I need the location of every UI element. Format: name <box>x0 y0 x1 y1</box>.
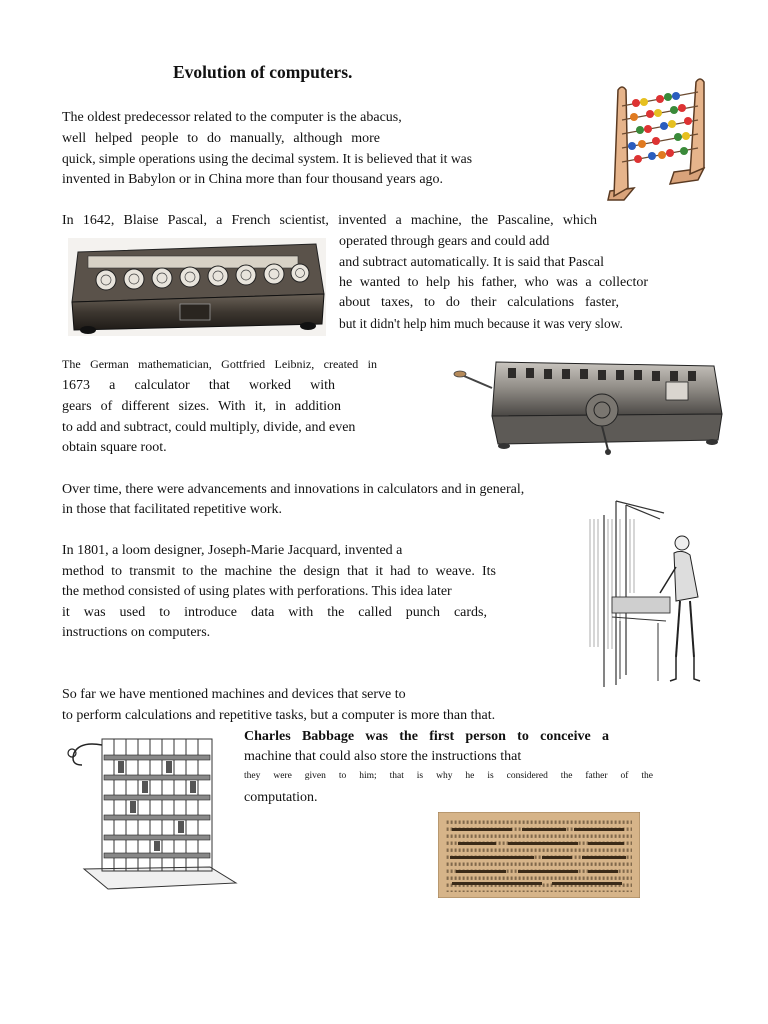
punch-card-photo <box>438 812 640 898</box>
paragraph-line: instructions on computers. <box>62 625 211 640</box>
paragraph-line: it was used to introduce data with the called punch cards, <box>62 605 487 620</box>
paragraph-line: quick, simple operations using the decimal system. It is believed that it was <box>62 151 472 166</box>
paragraph-line: In 1642, Blaise Pascal, a French scientist, invented a machine, the Pascaline, which <box>62 213 597 228</box>
paragraph-line: The oldest predecessor related to the computer is the abacus, <box>62 110 402 125</box>
paragraph-line: he wanted to help his father, who was a collector <box>339 275 648 290</box>
paragraph-line: So far we have mentioned machines and devices that serve to <box>62 687 406 702</box>
paragraph-line: 1673 a calculator that worked with <box>62 378 335 393</box>
paragraph-line: to add and subtract, could multiply, divide, and even <box>62 420 356 435</box>
paragraph-line: gears of different sizes. With it, in addition <box>62 399 341 414</box>
paragraph-line: computation. <box>244 790 318 805</box>
paragraph-line: Charles Babbage was the first person to conceive a <box>244 729 609 744</box>
paragraph-line: Over time, there were advancements and innovations in calculators and in general, <box>62 482 525 497</box>
paragraph-line: well helped people to do manually, although more <box>62 131 380 146</box>
leibniz-calculator-photo <box>452 352 730 456</box>
babbage-engine-engraving <box>60 731 240 899</box>
paragraph-line: machine that could also store the instructions that <box>244 749 522 764</box>
paragraph-line: In 1801, a loom designer, Joseph-Marie Jacquard, invented a <box>62 543 403 558</box>
pascaline-photo <box>68 234 326 336</box>
paragraph-line: operated through gears and could add <box>339 234 550 249</box>
paragraph-line: method to transmit to the machine the design that it had to weave. Its <box>62 564 496 579</box>
paragraph-line: The German mathematician, Gottfried Leibniz, created in <box>62 357 377 371</box>
paragraph-line: invented in Babylon or in China more than four thousand years ago. <box>62 172 444 187</box>
page-title: Evolution of computers. <box>173 62 353 82</box>
paragraph-line: to perform calculations and repetitive tasks, but a computer is more than that. <box>62 708 496 723</box>
paragraph-line: about taxes, to do their calculations faster, <box>339 295 619 310</box>
paragraph-line: obtain square root. <box>62 440 167 455</box>
jacquard-loom-engraving <box>586 497 708 689</box>
paragraph-line: in those that facilitated repetitive work. <box>62 502 283 517</box>
paragraph-line: the method consisted of using plates with perforations. This idea later <box>62 584 452 599</box>
paragraph-line: but it didn't help him much because it was very slow. <box>339 316 623 331</box>
abacus-illustration <box>604 76 716 202</box>
paragraph-line: they were given to him; that is why he is considered the father of the <box>244 771 653 781</box>
paragraph-line: and subtract automatically. It is said that Pascal <box>339 255 605 270</box>
